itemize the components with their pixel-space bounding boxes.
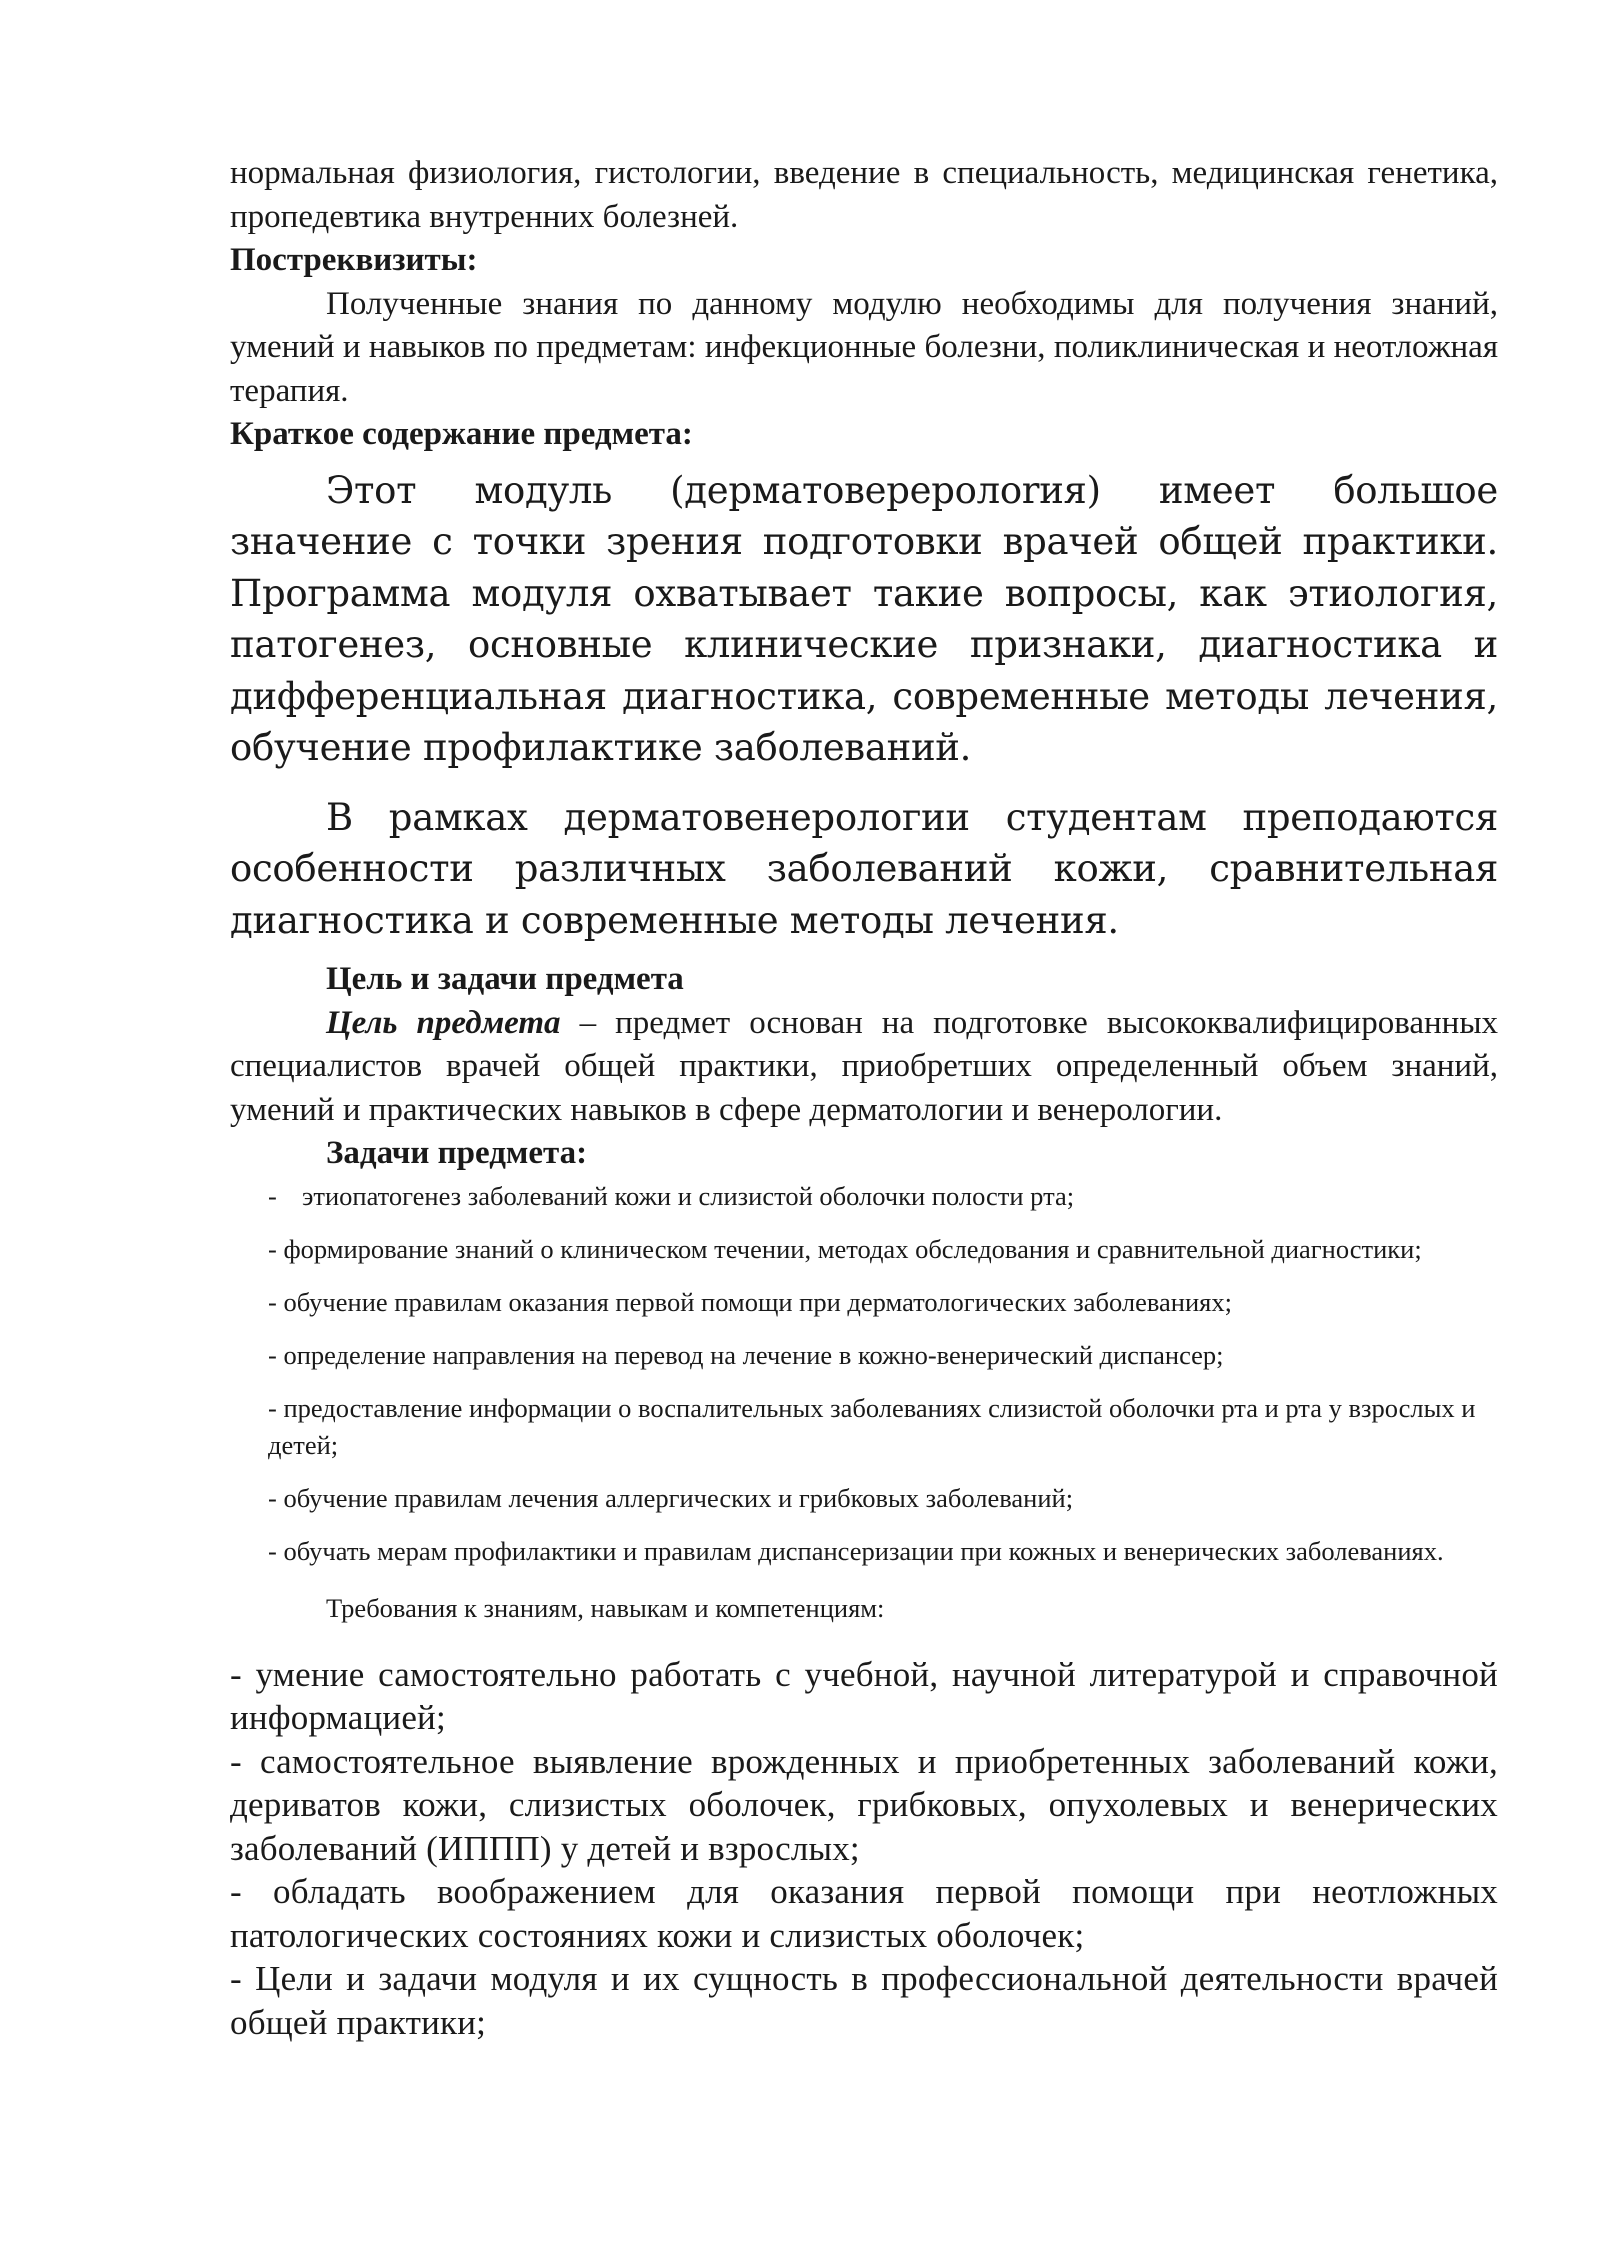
task-item: - этиопатогенез заболеваний кожи и слизистой оболочки полости рта; xyxy=(268,1178,1498,1215)
requirement-item: - Цели и задачи модуля и их сущность в профессиональной деятельности врачей общей практики; xyxy=(230,1959,1498,2042)
requirement-item: - обладать воображением для оказания первой помощи при неотложных патологических состояниях кожи и слизистых оболочек; xyxy=(230,1872,1498,1955)
task-item: - обучение правилам оказания первой помощи при дерматологических заболеваниях; xyxy=(268,1286,1232,1317)
goals-heading: Цель и задачи предмета xyxy=(326,961,684,997)
summary-paragraph-1: Этот модуль (дерматовереролоrия) имеет большое значение с точки зрения подготовки врачей общей практики. Программа модуля охватывает такие вопросы, как этиология, патогенез, основные клинические признаки, диагностика и дифференциальная диагностика, современные методы лечения, обучение профилактике заболеваний. xyxy=(230,468,1498,769)
tasks-list xyxy=(230,1178,1498,1570)
requirements-heading: Требования к знаниям, навыкам и компетенциям: xyxy=(326,1592,885,1623)
summary-paragraph-2: В рамках дерматовенерологии студентам преподаются особенности различных заболеваний кожи, сравнительная диагностика и современные методы лечения. xyxy=(230,795,1498,942)
document-page xyxy=(230,152,1498,2044)
summary-heading: Краткое содержание предмета: xyxy=(230,416,693,452)
goal-paragraph xyxy=(230,1002,1498,1133)
tasks-heading: Задачи предмета: xyxy=(326,1135,588,1171)
task-item: - обучать мерам профилактики и правилам диспансеризации при кожных и венерических заболеваниях. xyxy=(268,1535,1444,1566)
requirement-item: - самостоятельное выявление врожденных и приобретенных заболеваний кожи, дериватов кожи, слизистых оболочек, грибковых, опухолевых и венерических заболеваний (ИППП) у детей и взрослых; xyxy=(230,1741,1498,1868)
goal-text: – предмет основан на подготовке высококвалифицированных специалистов врачей общей практики, приобретших определенный объем знаний, умений и практических навыков в сфере дерматологии и венерологии. xyxy=(230,1004,1498,1128)
task-item: - определение направления на перевод на лечение в кожно-венерический диспансер; xyxy=(268,1339,1224,1370)
task-item: - формирование знаний о клиническом течении, методах обследования и сравнительной диагностики; xyxy=(268,1233,1422,1264)
intro-paragraph: нормальная физиология, гистологии, введение в специальность, медицинская генетика, пропедевтика внутренних болезней. xyxy=(230,155,1498,235)
requirement-item: - умение самостоятельно работать с учебной, научной литературой и справочной информацией; xyxy=(230,1654,1498,1737)
task-item: - предоставление информации о воспалительных заболеваниях слизистой оболочки рта и рта у взрослых и детей; xyxy=(268,1392,1476,1460)
task-dash: - xyxy=(268,1180,277,1211)
task-item: - обучение правилам лечения аллергических и грибковых заболеваний; xyxy=(268,1482,1074,1513)
postrequisites-heading: Постреквизиты: xyxy=(230,242,478,278)
goal-label: Цель предмета xyxy=(326,1004,561,1041)
postrequisites-text: Полученные знания по данному модулю необходимы для получения знаний, умений и навыков по предметам: инфекционные болезни, поликлиническая и неотложная терапия. xyxy=(230,285,1498,409)
